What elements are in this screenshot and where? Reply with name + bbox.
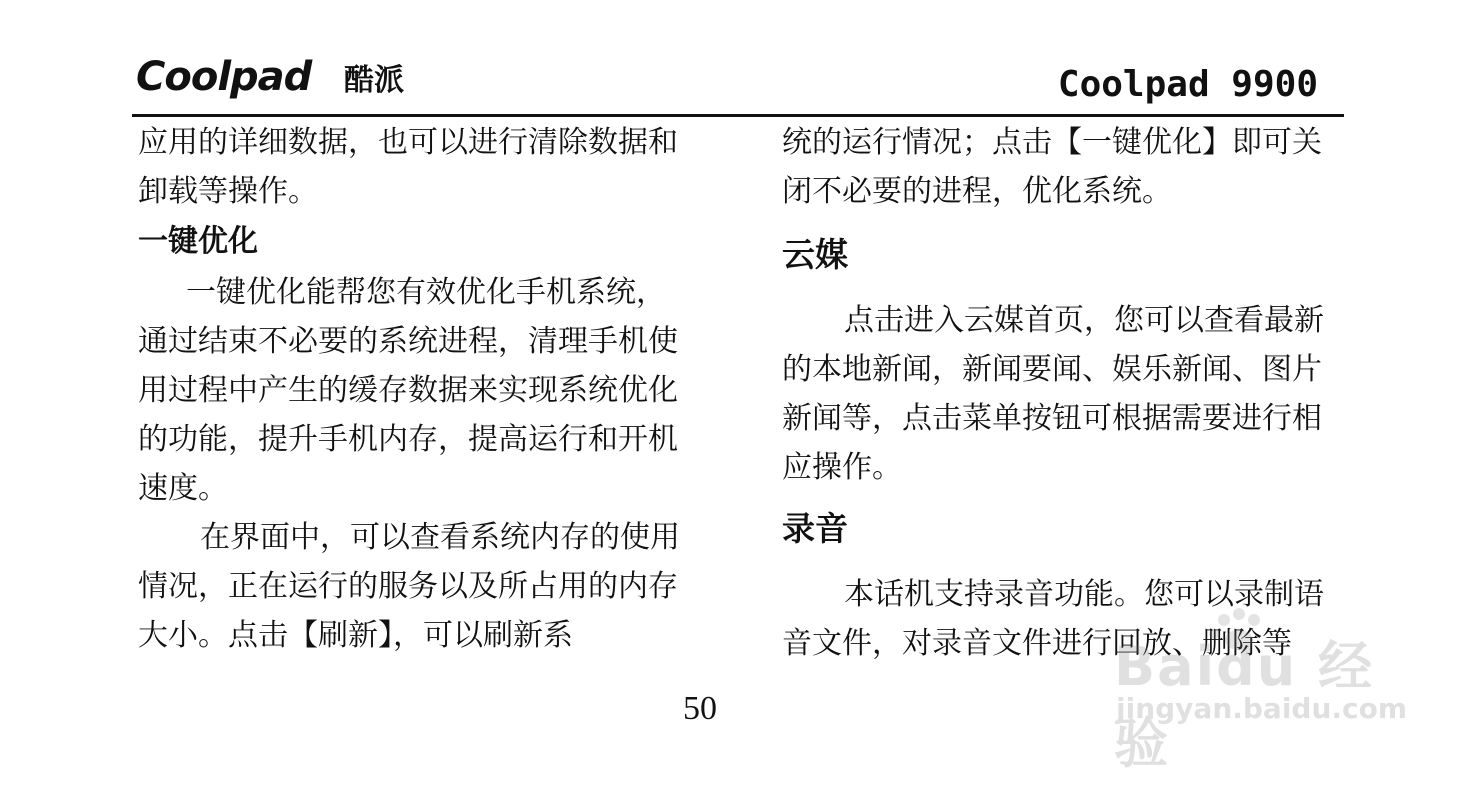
section-heading-recording: 录音 (782, 509, 848, 548)
section-heading-one-key-optimize: 一键优化 (138, 224, 258, 259)
right-paragraph-3: 本话机支持录音功能。您可以录制语音文件，对录音文件进行回放、删除等 (782, 577, 1324, 661)
right-paragraph-2: 点击进入云媒首页，您可以查看最新的本地新闻，新闻要闻、娱乐新闻、图片新闻等，点击菜单按钮可根据需要进行相应操作。 (782, 303, 1324, 485)
svg-text:Coolpad: Coolpad (136, 54, 312, 100)
right-column (782, 118, 1342, 668)
left-paragraph-3: 在界面中，可以查看系统内存的使用情况，正在运行的服务以及所占用的内存大小。点击【刷新】，可以刷新系 (138, 520, 680, 653)
left-paragraph-2: 一键优化能帮您有效优化手机系统，通过结束不必要的系统进程，清理手机使用过程中产生的缓存数据来实现系统优化的功能，提升手机内存，提高运行和开机速度。 (138, 275, 678, 506)
left-column (138, 118, 686, 660)
watermark-url: jingyan.baidu.com (1116, 692, 1408, 725)
left-paragraph-1: 应用的详细数据，也可以进行清除数据和卸载等操作。 (138, 125, 678, 209)
section-heading-cloud-media: 云媒 (782, 235, 848, 274)
page-number: 50 (683, 690, 717, 727)
coolpad-logo (136, 52, 426, 102)
watermark-logo-text: Baidu 经验 (1114, 635, 1375, 775)
model-name: Coolpad 9900 (1057, 64, 1318, 105)
header-divider (132, 114, 1344, 117)
right-paragraph-1: 统的运行情况；点击【一键优化】即可关闭不必要的进程，优化系统。 (782, 125, 1322, 209)
svg-text:酷派: 酷派 (344, 63, 404, 98)
